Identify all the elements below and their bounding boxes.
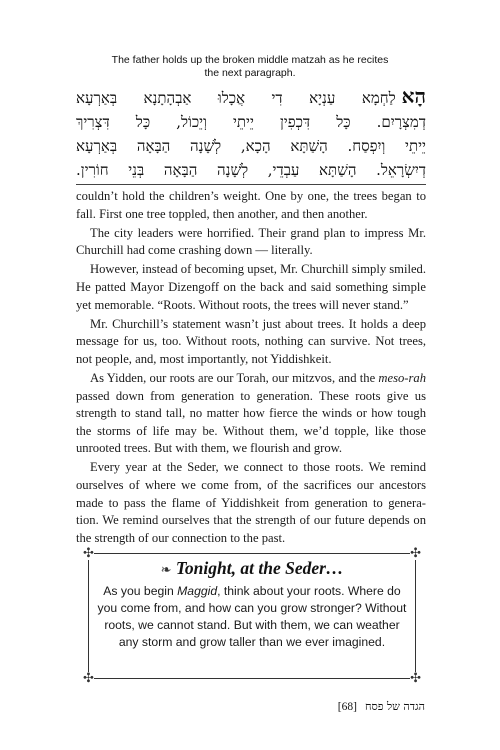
section-divider	[76, 184, 426, 185]
box-body-text	[97, 583, 407, 651]
hebrew-line-3: יֵיתֵי וְיִפְסַח. הָשַׁתָּא הָכָא, לְשָׁנָה הַבָּאָה בְּאַרְעָא	[76, 137, 426, 155]
instruction-line-2: the next paragraph.	[204, 67, 296, 79]
hebrew-line-2: דְמִצְרָיִם. כָּל דִּכְפִין יֵיתֵי וְיֵכוֹל, כָּל דִּצְרִיךְ	[76, 113, 426, 131]
box-heading	[89, 558, 415, 579]
hebrew-lead-word: הָא	[401, 84, 426, 108]
paragraph-6: Every year at the Seder, we connect to those roots. We remind ourselves of where we come from, of the sacrifices our ancestors made to pass the flame of Yiddishkeit from generation to genera-tion. We remind ourselves that the strength of our future depends on the strength of our connection to the past.	[76, 460, 426, 545]
corner-ornament-icon: ✣	[83, 546, 94, 561]
instruction-line-1: The father holds up the broken middle matzah as he recites	[111, 54, 389, 66]
paragraph-5	[76, 370, 426, 458]
paragraph-5-part-1: As Yidden, our roots are our Torah, our mitzvos, and the	[90, 370, 379, 385]
ha-lachma-anya-paragraph	[76, 84, 426, 182]
corner-ornament-icon: ✣	[83, 671, 94, 686]
body-text	[76, 188, 426, 549]
paragraph-2: The city leaders were horrified. Their grand plan to impress Mr. Churchill had come crashing down — literally.	[76, 225, 426, 258]
instruction-note	[0, 54, 500, 80]
page-footer	[338, 700, 425, 713]
maggid-term: Maggid	[177, 584, 218, 598]
seder-reflection-box	[83, 546, 421, 686]
hebrew-line-1-text: לַחְמָא עַנְיָא דִי אֲכָלוּ אַבְהָתָנָא בְּאַרְעָא	[76, 89, 396, 107]
leaf-ornament-icon: ❧	[160, 563, 172, 578]
corner-ornament-icon: ✣	[410, 546, 421, 561]
box-text-part-2: , think about your roots. Where do you come from, and how can you grow stronger? Without roots, we cannot stand. But with them, we can weather any storm and grow taller than we ever imagined.	[97, 584, 407, 649]
hebrew-line-1	[76, 84, 426, 110]
paragraph-5-part-2: passed down from generation to generation. These roots give us strength to stand tall, no matter how fierce the winds or how tough the storms of life may be. Without them, we’d topple, like those unrooted trees. But with them, we flourish and grow.	[76, 388, 426, 456]
page-number: [68]	[337, 701, 357, 713]
box-text-part-1: As you begin	[103, 584, 178, 598]
paragraph-1: couldn’t hold the children’s weight. One by one, the trees began to fall. First one tree toppled, then another, and then another.	[76, 189, 426, 221]
mesorah-term: meso-rah	[378, 370, 426, 385]
paragraph-4: Mr. Churchill’s statement wasn’t just about trees. It holds a deep message for us, too. Without roots, nothing can survive. Not trees, not people, and, most importantly, not Yiddishkeit.	[76, 316, 426, 366]
hebrew-line-4: דְיִשְׂרָאֵל. הָשַׁתָּא עַבְדֵי, לְשָׁנָה הַבָּאָה בְּנֵי חוֹרִין.	[76, 161, 426, 179]
book-title: הגדה של פסח	[364, 700, 425, 713]
box-title-text: Tonight, at the Seder…	[175, 558, 344, 578]
paragraph-3: However, instead of becoming upset, Mr. Churchill simply smiled. He patted Mayor Dizengoff on the back and said something simple yet memorable. “Roots. Without roots, the trees will never stand.”	[76, 262, 426, 312]
corner-ornament-icon: ✣	[410, 671, 421, 686]
